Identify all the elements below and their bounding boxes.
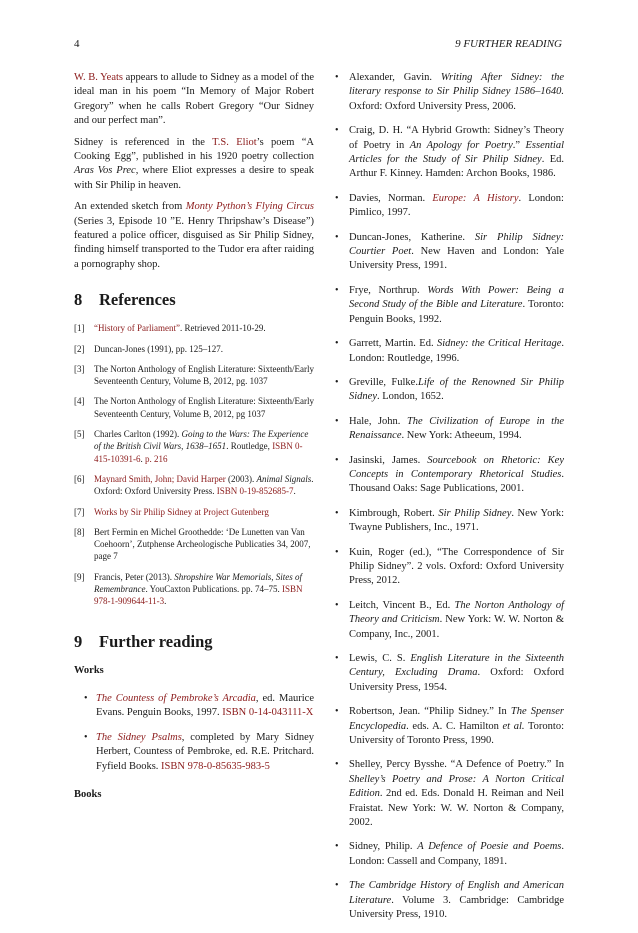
bibliography-item (74, 731, 314, 774)
text-run: . London: Routledge, 1996. (349, 338, 564, 364)
text-run: Francis, Peter (2013). (94, 571, 175, 582)
text-run: . (293, 486, 296, 497)
bibliography-item (332, 758, 564, 830)
text-run: Jasinski, James. (349, 454, 428, 466)
text-run: ’s poem “A Cooking Egg”, published in his 1920 poetry collection (74, 136, 314, 163)
page-number: 4 (74, 38, 80, 50)
bullet-icon: • (335, 376, 339, 388)
text-run: . Oxford: Oxford University Press, 1954. (349, 667, 564, 693)
text-run: (2003). (225, 473, 257, 484)
reference-item (74, 322, 314, 334)
link-text[interactable]: Works by Sir Philip Sidney at Project Gutenberg (94, 506, 269, 517)
text-run: . (140, 453, 145, 464)
text-run: Bert Fermin en Michel Groothedde: ‘De Lunetten van Van Coehoorn’, Zutphense Archeologische Publicaties 34, 2007, page 7 (94, 526, 311, 562)
reference-number: [6] (74, 473, 85, 484)
text-run: Frye, Northrup. (349, 284, 428, 296)
text-run: Going to the Wars: The Experience of the British Civil Wars, 1638–1651 (94, 429, 309, 452)
bullet-icon: • (84, 731, 88, 743)
further-reading-heading (74, 632, 314, 652)
text-run: . eds. A. C. Hamilton (406, 720, 503, 732)
bibliography-item (332, 705, 564, 748)
bibliography-item (332, 507, 564, 536)
text-run: Toronto: University of Toronto Press, 1990. (349, 720, 564, 747)
bullet-icon: • (335, 759, 339, 771)
text-run: An extended sketch from (74, 201, 186, 213)
text-run: Sidney is referenced in the (74, 136, 213, 148)
bullet-icon: • (335, 72, 339, 83)
text-run: , completed by Mary Sidney Herbert, Countess of Pembroke, ed. R.E. Pritchard. Fyfield Books. (96, 731, 314, 772)
bullet-icon: • (335, 507, 339, 519)
books-list (332, 71, 564, 923)
bibliography-item (332, 192, 564, 221)
bibliography-item (332, 840, 564, 869)
bibliography-item (332, 652, 564, 695)
bibliography-item (332, 231, 564, 274)
text-run: Sourcebook on Rhetoric: Key Concepts in Contemporary Rhetorical Studies (349, 454, 564, 480)
link-text[interactable]: Monty Python’s Flying Circus (185, 201, 314, 213)
text-run: . New Haven and London: Yale University Press, 1991. (349, 246, 564, 272)
text-run: . 2nd ed. Eds. Donald H. Reiman and Neil Fraistat. New York: W. W. Norton & Company, 2002. (349, 788, 564, 829)
text-run: Craig, D. H. “A Hybrid Growth: Sidney’s Theory of Poetry in (349, 125, 564, 151)
text-run: A Defence of Poesie and Poems (417, 841, 562, 853)
text-run: English Literature in the Sixteenth Century, Excluding Drama (349, 653, 564, 679)
references-heading (74, 290, 314, 310)
bullet-icon: • (335, 231, 339, 243)
bibliography-item (332, 599, 564, 642)
text-run: Essential Articles for the Study of Sir Philip Sidney (349, 139, 564, 166)
bibliography-item (332, 454, 564, 497)
bibliography-item (332, 879, 564, 922)
text-run: Charles Carlton (1992). (94, 429, 182, 440)
text-run: Sir Philip Sidney (438, 507, 512, 519)
text-run: Shelley, Percy Bysshe. “A Defence of Poetry.” In (349, 759, 564, 771)
reference-item (74, 473, 314, 498)
works-heading: Works (74, 664, 104, 676)
text-run: The Norton Anthology of English Literature: Sixteenth/Early Seventeenth Century, Volume B, 2012, pg. 1037 (94, 363, 314, 387)
bullet-icon: • (335, 454, 339, 466)
text-run: . Ed. Arthur F. Kinney. Hamden: Archon Books, 1986. (349, 154, 564, 180)
text-run: appears to allude to Sidney as a model of the ideal man in his poem “In Memory of Major Robert Gregory” when he calls Robert Gregory “Our Sidney and our perfect man”. (74, 72, 314, 127)
link-text[interactable]: ISBN 0-14-043111-X (222, 707, 314, 719)
right-column (332, 71, 564, 933)
text-run: An Apology for Poetry (409, 139, 513, 151)
text-run: . New York: Atheeum, 1994. (401, 430, 522, 442)
text-run: . Routledge, (226, 441, 273, 452)
text-run: et al. (502, 720, 525, 732)
body-paragraph (74, 200, 314, 272)
text-run: Duncan-Jones (1991), pp. 125–127. (94, 343, 223, 354)
books-heading: Books (74, 789, 102, 801)
text-run: The Cambridge History of English and American Literature (349, 880, 564, 906)
text-run: . London, 1652. (377, 391, 444, 403)
reference-number: [2] (74, 343, 85, 354)
text-run: Robertson, Jean. “Philip Sidney.” In (349, 706, 511, 718)
text-run: Shropshire War Memorials, Sites of Remembrance (94, 571, 302, 595)
body-paragraph (74, 71, 314, 129)
reference-number: [4] (74, 396, 85, 407)
bibliography-item (332, 546, 564, 589)
reference-item (74, 395, 314, 420)
text-run: . Toronto: Penguin Books, 1992. (349, 299, 564, 325)
bibliography-item (332, 284, 564, 327)
bullet-icon: • (335, 706, 339, 718)
text-run: . London: Cassell and Company, 1891. (349, 841, 564, 867)
reference-item (74, 526, 314, 563)
intro-paragraphs (74, 71, 314, 272)
reference-number: [7] (74, 506, 85, 517)
text-run: . Oxford: Oxford University Press. (94, 473, 314, 497)
text-run: .” (512, 139, 526, 151)
bullet-icon: • (335, 125, 339, 137)
bullet-icon: • (335, 880, 339, 892)
references-list (74, 322, 314, 607)
text-run: Garrett, Martin. Ed. (349, 338, 437, 350)
link-text[interactable]: ISBN 978-0-85635-983-5 (161, 760, 270, 772)
left-column (74, 71, 314, 810)
text-run: (Series 3, Episode 10 ”E. Henry Thripshaw’s Disease”) featured a police officer, disguised as Sir Philip Sidney, finding himself transported to the Tudor era after raiding a pornography shop. (74, 215, 314, 270)
bullet-icon: • (335, 653, 339, 664)
text-run: Greville, Fulke. (349, 376, 418, 388)
text-run: The Norton Anthology of English Literature: Sixteenth/Early Seventeenth Century, Volume B, 2012, pg 1037 (94, 396, 314, 419)
text-run: . New York: W. W. Norton & Company, Inc., 2001. (349, 614, 564, 640)
text-run: Davies, Norman. (349, 192, 433, 204)
text-run: Animal Signals (256, 473, 312, 484)
text-run: Sidney, Philip. (349, 841, 418, 853)
text-run: . New York: Twayne Publishers, Inc., 1971. (349, 507, 564, 534)
text-run: , where Eliot expresses a desire to speak with Sir Philip in heaven. (74, 165, 315, 191)
link-text[interactable]: T.S. Eliot (212, 136, 257, 148)
section-title: Further reading (99, 631, 213, 651)
reference-item (74, 363, 314, 388)
section-number: 8 (74, 290, 83, 310)
text-run: Life of the Renowned Sir Philip Sidney (349, 376, 564, 403)
text-run: . London: Pimlico, 1997. (349, 192, 564, 219)
reference-item (74, 506, 314, 518)
bullet-icon: • (335, 841, 339, 853)
reference-number: [9] (74, 571, 85, 582)
text-run: Duncan-Jones, Katherine. (349, 231, 475, 243)
link-text[interactable]: p. 216 (145, 453, 168, 464)
text-run: Kuin, Roger (ed.), “The Correspondence of Sir Philip Sidney”. 2 vols. Oxford: Oxford University Press, 2012. (349, 546, 564, 587)
text-run: Lewis, C. S. (349, 653, 411, 664)
bullet-icon: • (335, 599, 339, 611)
section-title: References (99, 290, 176, 310)
works-list (74, 692, 314, 774)
text-run: Sidney: the Critical Heritage (436, 338, 562, 350)
bullet-icon: • (335, 546, 339, 558)
page-header (74, 38, 562, 54)
reference-number: [3] (74, 363, 85, 374)
link-text[interactable]: Europe: A History (432, 192, 519, 204)
link-text[interactable]: ISBN 0-19-852685-7 (216, 486, 294, 497)
text-run: Leitch, Vincent B., Ed. (349, 599, 455, 611)
text-run: Kimbrough, Robert. (349, 507, 439, 519)
bibliography-item (74, 692, 314, 721)
text-run: Sir Philip Sidney: Courtier Poet (349, 231, 564, 258)
text-run: . YouCaxton Publications. pp. 74–75. (145, 584, 282, 595)
text-run: . (164, 596, 167, 607)
bibliography-item (332, 337, 564, 366)
text-run: . Volume 3. Cambridge: Cambridge University Press, 1910. (349, 894, 564, 921)
link-text[interactable]: ISBN 978-1-909644-11-3 (94, 584, 303, 607)
bibliography-item (332, 124, 564, 182)
bullet-icon: • (84, 693, 88, 705)
text-run: Aras Vos Prec (74, 165, 136, 177)
text-run: Hale, John. (349, 415, 407, 427)
running-title: 9 FURTHER READING (455, 38, 562, 50)
text-run: , ed. Maurice Evans. Penguin Books, 1997. (96, 693, 314, 719)
bullet-icon: • (335, 192, 339, 204)
link-text[interactable]: The Sidney Psalms (96, 731, 182, 743)
text-run: The Spenser Encyclopedia (349, 706, 564, 732)
text-run: The Civilization of Europe in the Renaissance (349, 415, 564, 442)
text-run: Words With Power: Being a Second Study of the Bible and Literature (349, 284, 564, 311)
text-run: Shelley’s Poetry and Prose: A Norton Critical Edition (349, 773, 564, 800)
bullet-icon: • (335, 338, 339, 350)
reference-item (74, 428, 314, 465)
text-run: Oxford: Oxford University Press, 2006. (349, 100, 516, 112)
text-run: . Thousand Oaks: Sage Publications, 2001. (349, 468, 564, 495)
bibliography-item (332, 71, 564, 114)
link-text[interactable]: Maynard Smith, John; David Harper (94, 473, 226, 484)
reference-number: [8] (74, 526, 85, 537)
reference-number: [1] (74, 323, 85, 334)
text-run: The Norton Anthology of Theory and Criticism (349, 599, 564, 626)
body-paragraph (74, 136, 314, 194)
link-text[interactable]: ISBN 0-415-10391-6 (94, 441, 303, 464)
bibliography-item (332, 376, 564, 405)
reference-item (74, 571, 314, 608)
text-run: Writing After Sidney: the literary response to Sir Philip Sidney 1586–1640. (349, 72, 565, 98)
bibliography-item (332, 415, 564, 444)
link-text[interactable]: W. B. Yeats (74, 72, 123, 83)
text-run: . Retrieved 2011-10-29. (179, 323, 266, 334)
text-run: Alexander, Gavin. (349, 72, 441, 83)
bullet-icon: • (335, 415, 339, 427)
reference-item (74, 343, 314, 355)
link-text[interactable]: The Countess of Pembroke’s Arcadia (96, 693, 256, 705)
link-text[interactable]: “History of Parliament” (94, 323, 180, 334)
section-number: 9 (74, 631, 83, 651)
reference-number: [5] (74, 429, 85, 440)
bullet-icon: • (335, 284, 339, 296)
